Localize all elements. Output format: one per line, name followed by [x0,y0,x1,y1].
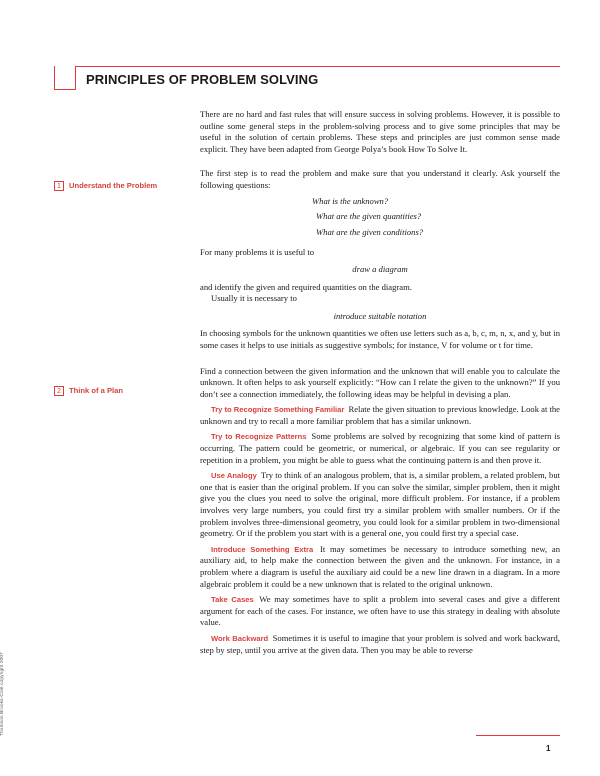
strategy-backward-heading: Work Backward [211,633,269,643]
strategy-backward-text: Sometimes it is useful to imagine that your problem is solved and work backward, step by step, until you arrive at the given data. Then you may be able to reverse [200,632,560,655]
step-1-number: 1 [54,181,64,191]
strategy-analogy [200,470,560,540]
strategy-backward [200,633,560,656]
strategy-familiar-heading: Try to Recognize Something Familiar [211,405,345,415]
strategy-extra-text: It may sometimes be necessary to introduce something new, an auxiliary aid, to help make the connection between the given and the unknown. For instance, in a problem where a diagram is useful the auxiliary aid could be a new line drawn in a diagram. In a more algebraic problem it could be a new unknown that is related to the original unknown. [200,543,560,589]
emphasis-draw-diagram: draw a diagram [352,263,408,274]
step-1-paragraph-1: The first step is to read the problem and make sure that you understand it clearly. Ask yourself the following questions: [200,168,560,190]
step-1-paragraph-2: For many problems it is useful to [200,247,315,258]
strategy-patterns-text: Some problems are solved by recognizing that some kind of pattern is occurring. The pattern could be geometric, or numerical, or algebraic. If you can see regularity or repetition in a problem, you might be able to guess what the continuing pattern is and then prove it. [200,431,560,465]
header-rule [76,66,560,67]
strategy-extra [200,544,560,590]
strategy-cases-text: We may sometimes have to split a problem into several cases and give a different argument for each of the cases. For instance, we often have to use this strategy in dealing with absolute value. [200,594,560,628]
page-title: PRINCIPLES OF PROBLEM SOLVING [86,72,319,87]
emphasis-notation: introduce suitable notation [333,310,427,321]
intro-paragraph: There are no hard and fast rules that will ensure success in solving problems. However, it is possible to outline some general steps in the problem-solving process and to give some principles that may be useful in the solution of certain problems. These steps and principles are just common sense made explicit. They have been adapted from George Polya’s book How To Solve It. [200,109,560,154]
strategy-analogy-text: Try to think of an analogous problem, that is, a similar problem, a related problem, but one that is easier than the original problem. If you can solve the similar, simpler problem, then it might give you the clues you need to solve the original, more difficult problem. For instance, if a problem involves very large numbers, you could first try a similar problem with smaller numbers. Or if the problem involves three-dimensional geometry, you could look for a similar problem in two-dimensional geometry. Or if the problem you start with is a general one, you could first try a special case. [200,470,561,539]
step-1-label [54,181,157,191]
strategy-extra-heading: Introduce Something Extra [211,544,314,554]
strategy-patterns [200,431,560,466]
question-1: What is the unknown? [312,195,389,206]
step-1-title: Understand the Problem [69,181,158,190]
strategy-analogy-heading: Use Analogy [211,471,257,481]
step-2-label [54,386,123,396]
footer-rule [476,735,560,736]
title-marker-box [54,66,76,90]
body-column [200,109,560,656]
strategy-cases [200,594,560,629]
question-2: What are the given quantities? [316,211,422,222]
step-2-number: 2 [54,386,64,396]
step-2-title: Think of a Plan [69,386,124,395]
strategy-cases-heading: Take Cases [211,595,254,605]
step-1-paragraph-5: In choosing symbols for the unknown quantities we often use letters such as a, b, c, m, n, x, and y, but in some cases it helps to use initials as suggestive symbols; for instance, V for volume or t for time. [200,328,560,350]
question-3: What are the given conditions? [316,226,424,237]
strategy-patterns-heading: Try to Recognize Patterns [211,432,307,442]
page-number: 1 [546,744,551,753]
copyright-credit: Thomson Brooks-Cole copyright 2007 [0,652,5,736]
step-2-paragraph-1: Find a connection between the given information and the unknown that will enable you to calculate the unknown. It often helps to ask yourself explicitly: “How can I relate the given to the unknown?” If you don’t see a connection immediately, the following ideas may be helpful in devising a plan. [200,365,560,399]
strategy-familiar-text: Relate the given situation to previous knowledge. Look at the unknown and try to recall a more familiar problem that has a similar unknown. [200,404,560,426]
step-1-paragraph-3: and identify the given and required quantities on the diagram. [200,281,412,292]
strategy-familiar [200,404,560,427]
step-1-paragraph-4: Usually it is necessary to [211,293,297,304]
